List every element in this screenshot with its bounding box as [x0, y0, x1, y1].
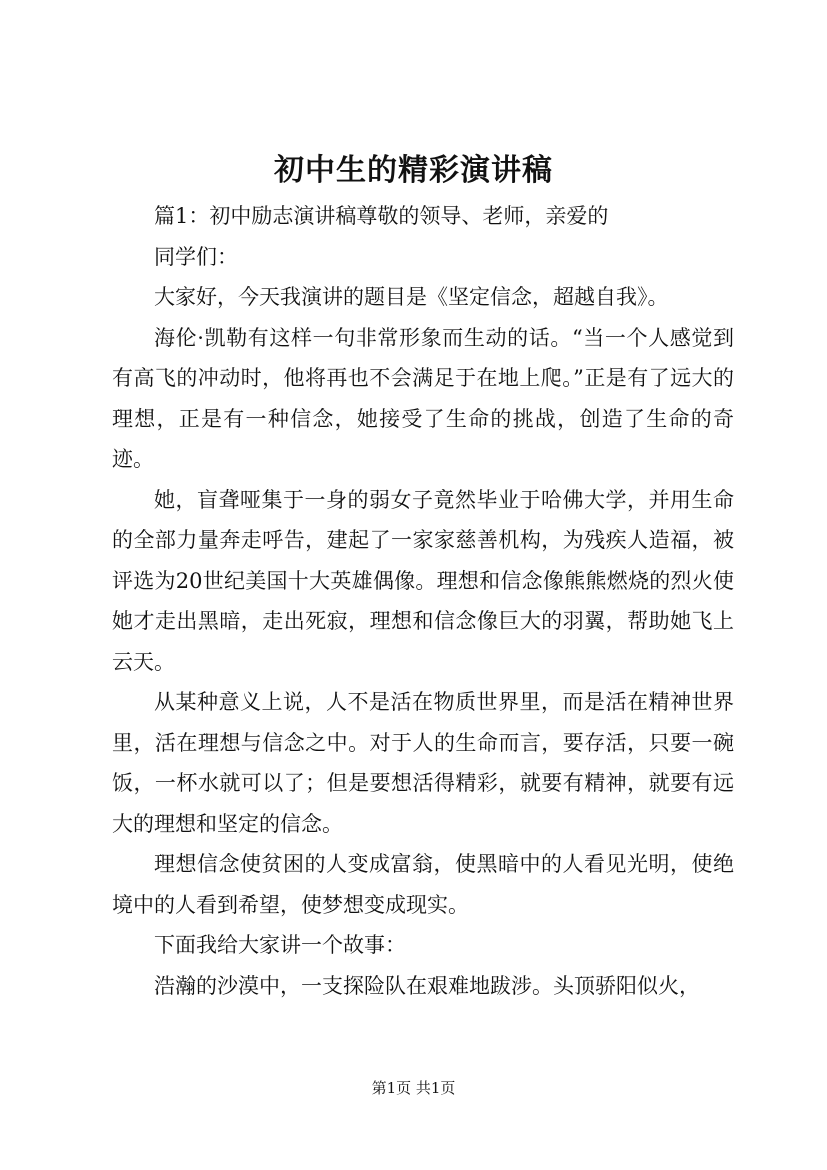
paragraph: 理想信念使贫困的人变成富翁，使黑暗中的人看见光明，使绝境中的人看到希望，使梦想变成现实。: [112, 852, 734, 917]
page-footer: 第1页 共1页: [371, 1079, 456, 1097]
paragraph: 浩瀚的沙漠中，一支探险队在艰难地跋涉。头顶骄阳似火，: [154, 973, 700, 998]
paragraph: 海伦·凯勒有这样一句非常形象而生动的话。“当一个人感觉到有高飞的冲动时，他将再也不会满足于在地上爬。”正是有了远大的理想，正是有一种信念，她接受了生命的挑战，创造了生命的奇迹。: [112, 325, 734, 471]
paragraph: 她，盲聋哑集于一身的弱女子竟然毕业于哈佛大学，并用生命的全部力量奔走呼告，建起了一家家慈善机构，为残疾人造福，被评选为20世纪美国十大英雄偶像。理想和信念像熊熊燃烧的烈火使她才走出黑暗，走出死寂，理想和信念像巨大的羽翼，帮助她飞上云天。: [112, 487, 734, 674]
paragraph: 篇1：初中励志演讲稿尊敬的领导、老师，亲爱的: [154, 204, 609, 228]
paragraph: 同学们：: [154, 244, 238, 269]
document-title: 初中生的精彩演讲稿: [274, 153, 553, 188]
paragraph: 大家好，今天我演讲的题目是《坚定信念，超越自我》。: [154, 285, 669, 309]
paragraph: 从某种意义上说，人不是活在物质世界里，而是活在精神世界里，活在理想与信念之中。对于人的生命而言，要存活，只要一碗饭，一杯水就可以了；但是要想活得精彩，就要有精神，就要有远大的理想和坚定的信念。: [112, 690, 734, 836]
paragraph: 下面我给大家讲一个故事：: [154, 933, 406, 957]
document-body: [112, 196, 734, 1006]
